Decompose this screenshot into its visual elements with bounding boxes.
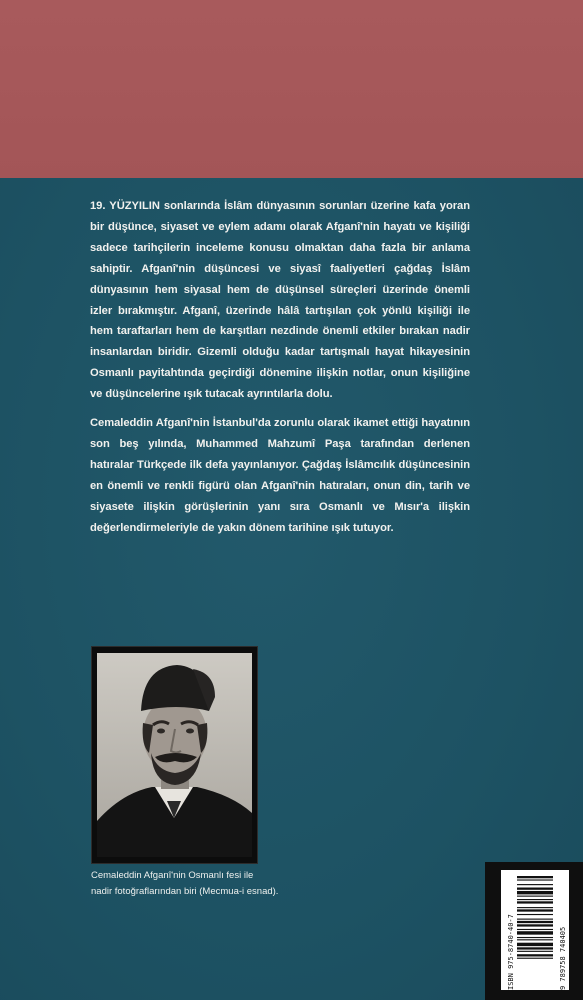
barcode-bar [517, 891, 553, 894]
caption-line: Cemaleddin Afganî'nin Osmanlı fesi ile [91, 870, 254, 881]
portrait-photo-frame [91, 646, 258, 864]
portrait-illustration [97, 653, 252, 857]
barcode-bar [517, 947, 553, 949]
barcode-bar [517, 896, 553, 897]
barcode-bar [517, 914, 553, 915]
barcode-bar [517, 901, 553, 903]
barcode-bar [517, 943, 553, 946]
isbn-barcode [501, 870, 569, 990]
barcode-bar [517, 929, 553, 930]
photo-caption [91, 868, 301, 900]
barcode-bar [517, 919, 553, 920]
barcode-bar [517, 876, 553, 878]
blurb-paragraph: 19. YÜZYILIN sonlarında İslâm dünyasının sorunları üzerine kafa yoran bir düşünce, siyaset ve eylem adamı olarak Afganî'nin hayatı ve kişiliği sadece tarihçilerin inceleme konusu olmaktan daha fazla bir anlama sahiptir. Afganî'nin düşüncesi ve siyasî faaliyetleri çağdaş İslâm dünyasının hem siyasal hem de düşünsel süreçleri üzerinde önemli izler bırakmıştır. Afganî, üzerinde hâlâ tartışılan çok yönlü kişiliği ile hem taraftarları hem de karşıtları nezdinde önemli etkiler bırakan nadir insanlardan biridir. Gizemli olduğu kadar tartışmalı hayat hikayesinin Osmanlı payitahtında geçirdiği dönemine ilişkin notlar, onun kişiliğine ve düşüncelerine ışık tutacak ayrıntılarla dolu. [90, 200, 470, 401]
blurb-paragraph: Cemaleddin Afganî'nin İstanbul'da zorunlu olarak ikamet ettiği hayatının son beş yılında, Muhammed Mahzumî Paşa tarafından derlenen hatıralar Türkçede ilk defa yayınlanıyor. Çağdaş İslâmcılık düşüncesinin en önemli ve renkli figürü olan Afganî'nin hatıraları, onun din, tarih ve siyasete ilişkin görüşlerinin yanı sıra Osmanlı ve Mısır'a ilişkin değerlendirmeleriyle de yakın dönem tarihine ışık tutuyor. [90, 417, 470, 534]
barcode-bar [517, 954, 553, 956]
top-color-band [0, 0, 583, 178]
barcode-bar [517, 939, 553, 940]
barcode-bar [517, 937, 553, 938]
portrait-photo [97, 653, 252, 857]
barcode-bar [517, 951, 553, 952]
barcode-bar [517, 931, 553, 934]
barcode-digits: 9 789758 740405 [559, 926, 567, 990]
isbn-label: ISBN 975-8740-40-7 [507, 914, 515, 990]
barcode-bar [517, 884, 553, 885]
barcode-bar [517, 909, 553, 911]
caption-line: nadir fotoğraflarından biri (Mecmua-i esnad). [91, 885, 279, 897]
barcode-bar [517, 879, 553, 880]
barcode-bar [517, 921, 553, 923]
barcode-bar [517, 958, 553, 959]
barcode-bar [517, 924, 553, 926]
barcode-bar [517, 899, 553, 900]
barcode-bar [517, 888, 553, 890]
back-cover-blurb [90, 196, 470, 547]
barcode-bar [517, 907, 553, 908]
